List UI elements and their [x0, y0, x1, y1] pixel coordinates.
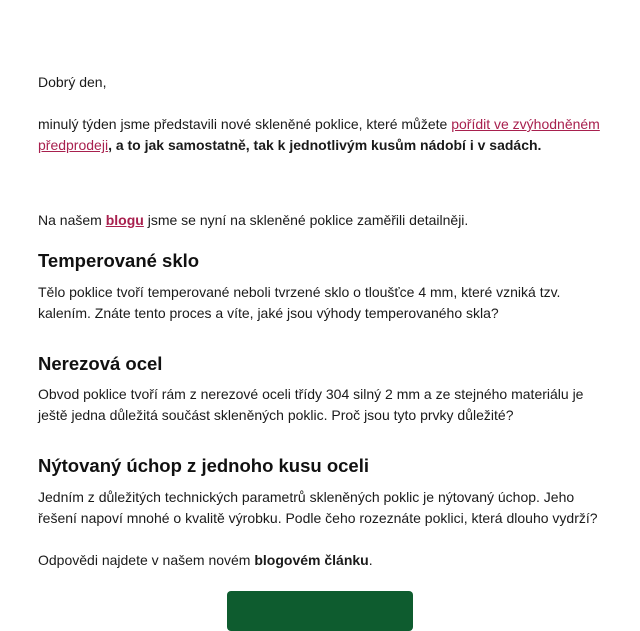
- section-body-riveted-handle: Jedním z důležitých technických parametrů skleněných poklic je nýtovaný úchop. Jeho řešení napoví mnohé o kvalitě výrobku. Podle čeho rozeznáte poklici, která dlouho vydrží?: [38, 489, 598, 526]
- section-heading-tempered-glass: Temperované sklo: [38, 250, 200, 271]
- presale-link[interactable]: pořídit ve zvýhodněném předprodeji: [38, 116, 600, 153]
- section-heading-stainless-steel: Nerezová ocel: [38, 353, 163, 374]
- intro-bold-text: , a to jak samostatně, tak k jednotlivým kusům nádobí i v sadách.: [108, 137, 542, 153]
- answers-text-after: .: [368, 552, 373, 568]
- blog-text-before: Na našem: [38, 212, 106, 228]
- section-heading-riveted-handle: Nýtovaný úchop z jednoho kusu oceli: [38, 455, 369, 476]
- answers-text-before: Odpovědi najdete v našem novém: [38, 552, 255, 568]
- answers-paragraph: [38, 550, 373, 571]
- read-article-button[interactable]: [227, 591, 413, 631]
- blog-link[interactable]: blogu: [105, 212, 144, 228]
- intro-text: minulý týden jsme představili nové skleněné poklice, které můžete: [38, 116, 452, 132]
- section-body-tempered-glass: Tělo poklice tvoří temperované neboli tvrzené sklo o tloušťce 4 mm, které vzniká tzv. kalením. Znáte tento proces a víte, jaké jsou výhody temperovaného skla?: [38, 284, 561, 321]
- blog-paragraph: [38, 210, 468, 231]
- intro-paragraph: [38, 114, 608, 156]
- section-body-stainless-steel: Obvod poklice tvoří rám z nerezové oceli třídy 304 silný 2 mm a ze stejného materiálu je ještě jedna důležitá součást skleněných poklic. Proč jsou tyto prvky důležité?: [38, 386, 584, 423]
- greeting: Dobrý den,: [38, 74, 107, 90]
- blog-article-text: blogovém článku: [254, 552, 369, 568]
- blog-text-after: jsme se nyní na skleněné poklice zaměřili detailněji.: [143, 212, 469, 228]
